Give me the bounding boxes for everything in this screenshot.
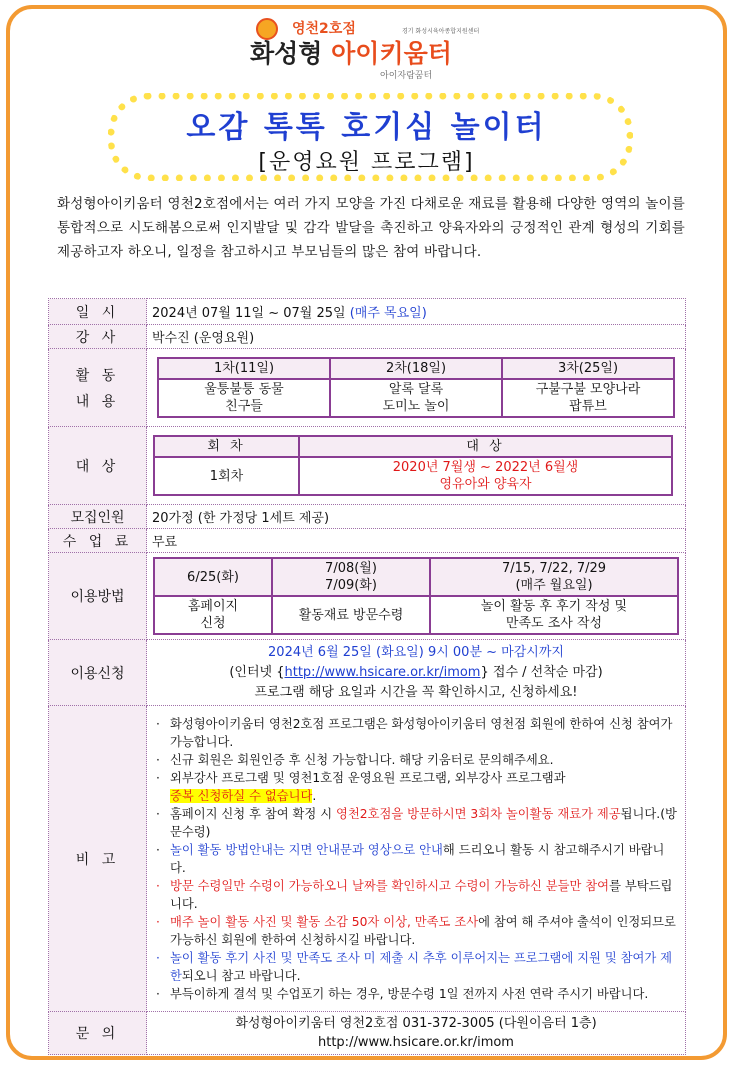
note-text: 외부강사 프로그램 및 영천1호점 운영요원 프로그램, 외부강사 프로그램과: [170, 770, 566, 785]
note-bullet: ·: [156, 878, 160, 893]
value-teacher: 박수진 (운영요원): [147, 325, 686, 349]
method-step-1: [154, 596, 272, 634]
contact-info: 화성형아이키움터 영천2호점 031-372-3005 (다원이음터 1층): [235, 1016, 597, 1031]
row-contact: [49, 1012, 686, 1055]
contact-link[interactable]: http://www.hsicare.or.kr/imom: [318, 1035, 514, 1050]
value-activity: [147, 349, 686, 427]
logo-name-tail: 키움터: [379, 39, 452, 68]
note-item: [152, 913, 680, 949]
page-subtitle: [운영요원 프로그램]: [258, 150, 475, 175]
apply-reminder: 프로그램 해당 요일과 시간을 꼭 확인하시고, 신청하세요!: [254, 684, 578, 700]
method-step-3-a: 놀이 활동 후 후기 작성 및: [480, 599, 628, 614]
note-item: [152, 841, 680, 877]
method-step-3-date-b: (매주 월요일): [515, 578, 593, 593]
activity-text: 친구들: [225, 399, 263, 414]
logo-name: [250, 34, 452, 70]
note-emphasis: 놀이 활동 방법안내는 지면 안내문과 영상으로 안내: [170, 842, 443, 857]
info-table: [48, 298, 686, 1055]
activity-text: 팝튜브: [569, 399, 607, 414]
method-step-2-date-b: 7/09(화): [325, 578, 377, 593]
row-target: [49, 427, 686, 505]
note-bullet: ·: [156, 806, 160, 821]
note-emphasis: 매주 놀이 활동 사진 및 활동 소감 50자 이상, 만족도 조사: [170, 914, 479, 929]
activity-text: 구불구불 모양나라: [535, 382, 641, 397]
label-notes: 비 고: [49, 706, 147, 1012]
note-text: 부득이하게 결석 및 수업포기 하는 경우, 방문수령 1일 전까지 사전 연락 주시기 바랍니다.: [170, 986, 649, 1001]
apply-method-pre: (인터넷 {: [229, 664, 285, 680]
logo-partner: 경기 화성시육아종합지원센터: [402, 28, 480, 35]
value-contact: [147, 1012, 686, 1055]
method-step-2-date-a: 7/08(월): [325, 561, 377, 576]
value-date: [147, 299, 686, 325]
label-apply: 이용신청: [49, 640, 147, 706]
row-date: [49, 299, 686, 325]
method-step-1-date: 6/25(화): [154, 558, 272, 596]
note-text: 해 드리오니 활동 시 참고해주시기 바랍니다.: [170, 842, 665, 875]
note-item: [152, 805, 680, 841]
label-capacity: 모집인원: [49, 505, 147, 529]
note-text: 에 참여 해 주셔야 출석이 인정되므로 가능하신 회원에 한하여 신청하시길 바랍니다.: [170, 914, 676, 947]
logo-branch: 영천2호점: [292, 21, 356, 37]
page-title: 오감 톡톡 호기심 놀이터: [186, 110, 547, 145]
logo-name-accent: 아이: [331, 39, 380, 68]
note-highlight: 중복 신청하실 수 없습니다: [170, 788, 313, 803]
target-table: [153, 435, 673, 496]
value-fee: 무료: [147, 529, 686, 553]
value-capacity: 20가정 (한 가정당 1세트 제공): [147, 505, 686, 529]
method-step-2: 활동재료 방문수령: [272, 596, 430, 634]
target-age: 2020년 7월생 ~ 2022년 6월생: [392, 460, 579, 475]
logo-name-part: 화성형: [250, 39, 332, 68]
note-item: [152, 751, 680, 769]
note-emphasis: 영천2호점을 방문하시면 3회차 놀이활동 재료가 제공: [336, 806, 621, 821]
value-notes: [147, 706, 686, 1012]
date-range: 2024년 07월 11일 ~ 07월 25일: [152, 306, 350, 321]
activity-cell: [502, 379, 674, 417]
note-text: 신규 회원은 회원인증 후 신청 가능합니다. 해당 키움터로 문의해주세요.: [170, 752, 554, 767]
label-teacher: 강 사: [49, 325, 147, 349]
note-text: 되오니 참고 바랍니다.: [181, 968, 301, 983]
note-text: 를 부탁드립니다.: [170, 878, 673, 911]
apply-method: [152, 663, 680, 683]
target-cell: [299, 457, 672, 495]
target-round: 1회차: [154, 457, 299, 495]
label-activity-1: 활 동: [75, 367, 120, 384]
activity-text: 도미노 놀이: [382, 399, 450, 414]
activity-cell: [158, 379, 330, 417]
method-step-2-date: [272, 558, 430, 596]
note-bullet: ·: [156, 716, 160, 731]
row-method: [49, 553, 686, 640]
value-method: [147, 553, 686, 640]
apply-period: 2024년 6월 25일 (화요일) 9시 00분 ~ 마감시까지: [268, 644, 564, 660]
method-step-1-b: 신청: [200, 616, 226, 631]
row-fee: [49, 529, 686, 553]
logo: [250, 18, 490, 88]
note-text: 화성형아이키움터 영천2호점 프로그램은 화성형아이키움터 영천점 회원에 한하여 신청 참여가 가능합니다.: [170, 716, 673, 749]
target-who: 영유아와 양육자: [439, 477, 532, 492]
row-apply: [49, 640, 686, 706]
activity-cell: [330, 379, 502, 417]
method-step-3: [430, 596, 678, 634]
label-contact: 문 의: [49, 1012, 147, 1055]
activity-header: 1차(11일): [158, 358, 330, 379]
method-step-3-date-a: 7/15, 7/22, 7/29: [501, 561, 607, 576]
method-step-3-b: 만족도 조사 작성: [505, 616, 603, 631]
note-item: [152, 949, 680, 985]
note-bullet: ·: [156, 842, 160, 857]
note-bullet: ·: [156, 986, 160, 1001]
label-method: 이용방법: [49, 553, 147, 640]
target-header-round: 회 차: [154, 436, 299, 457]
apply-method-post: } 접수 / 선착순 마감): [480, 664, 603, 680]
note-bullet: ·: [156, 950, 160, 965]
note-emphasis: 놀이 활동 후기 사진 및 만족도 조사 미 제출 시 추후 이루어지는 프로그램에 지원 및 참여가 제한: [170, 950, 673, 983]
label-fee: 수 업 료: [49, 529, 147, 553]
note-item: [152, 877, 680, 913]
intro-text: 화성형아이키움터 영천2호점에서는 여러 가지 모양을 가진 다채로운 재료를 활용해 다양한 영역의 놀이를 통합적으로 시도해봄으로써 인지발달 및 감각 발달을 촉진하고 양육자와의 긍정적인 관계 형성의 기회를 제공하고자 하오니, 일정을 참고하시고 부모님들의 많은 참여 바랍니다.: [57, 196, 685, 260]
activity-text: 알록 달록: [388, 382, 444, 397]
label-target: 대 상: [49, 427, 147, 505]
value-target: [147, 427, 686, 505]
row-teacher: [49, 325, 686, 349]
activity-text: 울퉁불퉁 동물: [204, 382, 284, 397]
note-text: .: [312, 788, 317, 803]
row-activity: [49, 349, 686, 427]
target-header-target: 대 상: [299, 436, 672, 457]
label-date: 일 시: [49, 299, 147, 325]
note-bullet: ·: [156, 914, 160, 929]
note-bullet: ·: [156, 770, 160, 785]
note-bullet: ·: [156, 752, 160, 767]
label-activity: [49, 349, 147, 427]
note-item: [152, 715, 680, 751]
date-weekday: (매주 목요일): [349, 306, 427, 321]
note-text: 홈페이지 신청 후 참여 확정 시: [170, 806, 336, 821]
row-capacity: [49, 505, 686, 529]
logo-slogan: 아이자람꿈터: [380, 71, 433, 81]
method-step-1-a: 홈페이지: [187, 599, 239, 614]
value-apply: [147, 640, 686, 706]
note-item: [152, 769, 680, 805]
apply-link[interactable]: http://www.hsicare.or.kr/imom: [284, 664, 481, 680]
method-table: [153, 557, 679, 635]
activity-header: 2차(18일): [330, 358, 502, 379]
note-text: 됩니다.(방문수령): [170, 806, 677, 839]
label-activity-2: 내 용: [75, 393, 120, 410]
activity-table: [157, 357, 675, 418]
activity-header: 3차(25일): [502, 358, 674, 379]
method-step-3-date: [430, 558, 678, 596]
note-item: [152, 985, 680, 1003]
row-notes: [49, 706, 686, 1012]
note-emphasis: 방문 수령일만 수령이 가능하오니 날짜를 확인하시고 수령이 가능하신 분들만 참여: [170, 878, 610, 893]
